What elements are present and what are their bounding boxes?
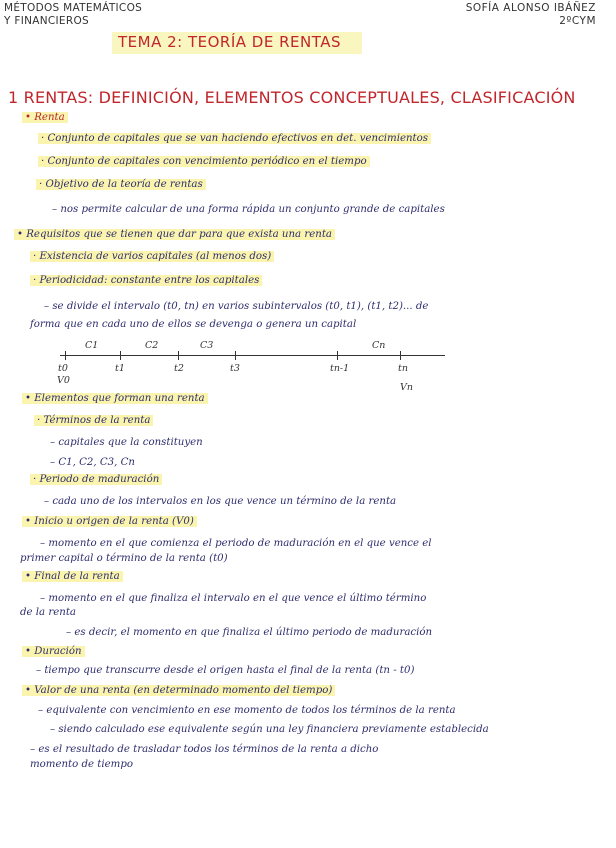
page-title: TEMA 2: TEORÍA DE RENTAS (118, 33, 341, 51)
note-line: • Duración (22, 645, 85, 658)
timeline-axis (60, 355, 445, 356)
author-class: 2ºCYM (559, 15, 596, 27)
time-label: t3 (230, 363, 240, 374)
note-line: – es el resultado de trasladar todos los términos de la renta a dicho (30, 744, 379, 755)
author-name: SOFÍA ALONSO IBÁÑEZ (465, 2, 596, 14)
note-line: de la renta (20, 607, 76, 618)
note-line: – capitales que la constituyen (50, 437, 203, 448)
note-line: – momento en el que comienza el periodo de maduración en el que vence el (40, 538, 432, 549)
capital-label: C3 (200, 340, 214, 351)
note-line: • Renta (22, 111, 68, 124)
timeline-tick (235, 351, 236, 360)
value-label: Vn (400, 382, 413, 393)
note-line: • Elementos que forman una renta (22, 392, 208, 405)
note-line: · Existencia de varios capitales (al menos dos) (30, 250, 274, 263)
note-line: – tiempo que transcurre desde el origen hasta el final de la renta (tn - t0) (36, 665, 415, 676)
note-line: · Periodicidad: constante entre los capitales (30, 274, 262, 287)
note-line: · Conjunto de capitales con vencimiento periódico en el tiempo (38, 155, 370, 168)
time-label: tn (398, 363, 408, 374)
timeline-tick (337, 351, 338, 360)
note-line: • Final de la renta (22, 570, 123, 583)
capital-label: C2 (145, 340, 159, 351)
note-line: – es decir, el momento en que finaliza el último periodo de maduración (66, 627, 433, 638)
note-line: – nos permite calcular de una forma rápida un conjunto grande de capitales (52, 204, 445, 215)
note-line: · Términos de la renta (34, 414, 153, 427)
note-line: – equivalente con vencimiento en ese momento de todos los términos de la renta (38, 705, 456, 716)
course-name: MÉTODOS MATEMÁTICOS (4, 2, 143, 14)
course-name-2: Y FINANCIEROS (4, 15, 89, 27)
capital-label: Cn (372, 340, 386, 351)
time-label: t0 (58, 363, 68, 374)
note-line: • Inicio u origen de la renta (V0) (22, 515, 197, 528)
note-line: – cada uno de los intervalos en los que vence un término de la renta (44, 496, 397, 507)
timeline-tick (120, 351, 121, 360)
timeline-tick (400, 351, 401, 360)
note-line: forma que en cada uno de ellos se devenga o genera un capital (30, 319, 357, 330)
course-header (4, 2, 142, 28)
note-line: primer capital o término de la renta (t0) (20, 553, 228, 564)
section-title: 1 RENTAS: DEFINICIÓN, ELEMENTOS CONCEPTUALES, CLASIFICACIÓN (8, 88, 576, 107)
timeline-tick (65, 351, 66, 360)
time-label: tn-1 (330, 363, 350, 374)
note-line: • Requisitos que se tienen que dar para que exista una renta (14, 228, 335, 241)
note-line: – C1, C2, C3, Cn (50, 457, 135, 468)
value-label: V0 (57, 375, 70, 386)
timeline-tick (178, 351, 179, 360)
capital-label: C1 (85, 340, 99, 351)
author-header (466, 2, 596, 28)
note-line: · Conjunto de capitales que se van haciendo efectivos en det. vencimientos (38, 132, 431, 145)
note-line: momento de tiempo (30, 759, 133, 770)
section-heading (8, 88, 576, 107)
note-line: • Valor de una renta (en determinado momento del tiempo) (22, 684, 335, 697)
note-line: · Objetivo de la teoría de rentas (36, 178, 206, 191)
note-line: – momento en el que finaliza el intervalo en el que vence el último término (40, 593, 427, 604)
note-line: – se divide el intervalo (t0, tn) en varios subintervalos (t0, t1), (t1, t2)... de (44, 301, 429, 312)
note-line: – siendo calculado ese equivalente según una ley financiera previamente establecida (50, 724, 489, 735)
time-label: t2 (174, 363, 184, 374)
time-label: t1 (115, 363, 125, 374)
note-line: · Periodo de maduración (30, 473, 162, 486)
